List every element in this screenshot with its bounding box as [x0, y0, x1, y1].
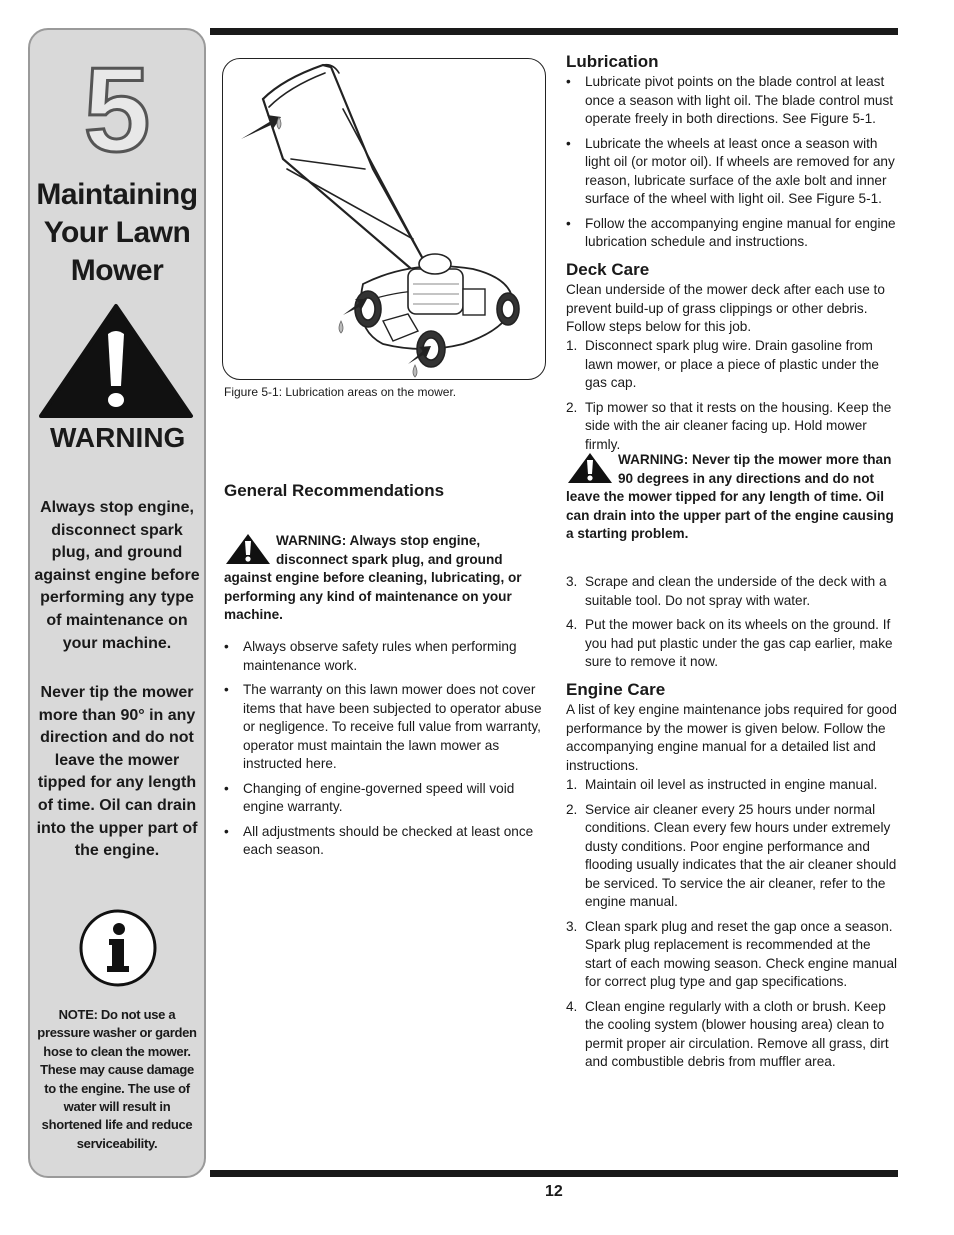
deck-care-steps-a	[566, 337, 900, 460]
page-number: 12	[545, 1183, 563, 1200]
warning-triangle-icon	[224, 532, 272, 566]
list-item: 1. Maintain oil level as instructed in engine manual.	[566, 777, 878, 792]
chapter-title	[30, 176, 204, 290]
list-item: • Lubricate pivot points on the blade control at least once a season with light oil. The blade control must operate freely in both directions. See Figure 5-1.	[566, 73, 900, 129]
bottom-rule	[210, 1170, 898, 1177]
list-item: • Always observe safety rules when performing maintenance work.	[224, 638, 546, 675]
general-warning	[224, 532, 546, 625]
lubrication-bullet-list	[566, 73, 900, 258]
chapter-title-line: Maintaining	[36, 178, 198, 211]
list-item: • The warranty on this lawn mower does not cover items that have been subjected to operator abuse or negligence. To receive full value from warranty, operator must maintain the lawn mower as instructed here.	[224, 681, 546, 774]
chapter-sidebar	[28, 28, 206, 1178]
list-item: • Lubricate the wheels at least once a season with light oil (or motor oil). If wheels are removed for any reason, lubricate surface of the axle bolt and inner surface of the wheel with light oil. See Figure 5-1.	[566, 135, 900, 209]
general-bullet-list	[224, 638, 546, 866]
chapter-title-line: Mower	[70, 254, 164, 287]
chapter-number: 5	[83, 43, 151, 177]
list-item: 2. Service air cleaner every 25 hours under normal conditions. Clean every few hours under extremely dusty conditions. Poor engine performance and flooding usually indicates that the air cleaner should be serviced. To service the air cleaner, refer to the engine manual.	[566, 801, 897, 909]
warning-triangle-icon	[38, 302, 194, 425]
deck-warning	[566, 451, 900, 544]
list-item: 4. Put the mower back on its wheels on the ground. If you had put plastic under the gas cap earlier, make sure to remove it now.	[566, 617, 893, 669]
warning-triangle-icon	[566, 451, 614, 485]
chapter-title-line: Your Lawn	[43, 216, 191, 249]
mower-figure	[222, 58, 546, 380]
top-rule	[210, 28, 898, 35]
deck-warning-text: WARNING: Never tip the mower more than 90 degrees in any directions and do not leave the mower tipped for any length of time. Oil can drain into the upper part of the engine causing a starting problem.	[566, 452, 894, 541]
deck-care-heading: Deck Care	[566, 260, 650, 279]
list-item: • Changing of engine-governed speed will void engine warranty.	[224, 780, 546, 817]
list-item: 4. Clean engine regularly with a cloth or brush. Keep the cooling system (blower housing area) clean to permit proper air circulation. Remove all grass, dirt and combustible debris from muffler area.	[566, 998, 889, 1069]
engine-care-steps	[566, 776, 900, 1078]
general-warning-text: WARNING: Always stop engine, disconnect spark plug, and ground against engine before cleaning, lubricating, or performing any kind of maintenance on your machine.	[224, 533, 522, 622]
figure-caption: Figure 5-1: Lubrication areas on the mower.	[224, 385, 457, 399]
engine-care-intro: A list of key engine maintenance jobs required for good performance by the mower is given below. Follow the accompanying engine manual for a detailed list and instructions.	[566, 702, 897, 773]
list-item: 3. Scrape and clean the underside of the deck with a suitable tool. Do not spray with water.	[566, 574, 887, 608]
lubrication-heading: Lubrication	[566, 52, 659, 71]
deck-care-steps-b	[566, 573, 900, 678]
sidebar-note: NOTE: Do not use a pressure washer or garden hose to clean the mower. These may cause damage to the engine. The use of water will result in shortened life and reduce serviceability.	[37, 1007, 197, 1151]
warning-label: WARNING	[50, 422, 186, 453]
list-item: • All adjustments should be checked at least once each season.	[224, 823, 546, 860]
info-icon	[78, 908, 158, 993]
list-item: 2. Tip mower so that it rests on the housing. Keep the side with the air cleaner facing up. Hold mower firmly.	[566, 399, 892, 452]
general-recommendations-heading: General Recommendations	[224, 481, 445, 500]
list-item: 1. Disconnect spark plug wire. Drain gasoline from lawn mower, or place a piece of plastic under the gas cap.	[566, 338, 879, 390]
sidebar-warning-text: Always stop engine, disconnect spark plug, and ground against engine before performing any type of maintenance on your machine.	[34, 499, 200, 652]
engine-care-heading: Engine Care	[566, 680, 666, 699]
list-item: • Follow the accompanying engine manual for engine lubrication schedule and instructions.	[566, 215, 900, 252]
deck-care-intro: Clean underside of the mower deck after each use to prevent build-up of grass clippings or other debris. Follow steps below for this job.	[566, 282, 885, 334]
list-item: 3. Clean spark plug and reset the gap once a season. Spark plug replacement is recommended at the start of each mowing season. Check engine manual for correct plug type and gap specifications.	[566, 918, 898, 989]
sidebar-tip-warning-text: Never tip the mower more than 90° in any direction and do not leave the mower tipped for any length of time. Oil can drain into the upper part of the engine.	[36, 684, 198, 860]
lawn-mower-illustration	[223, 59, 546, 380]
